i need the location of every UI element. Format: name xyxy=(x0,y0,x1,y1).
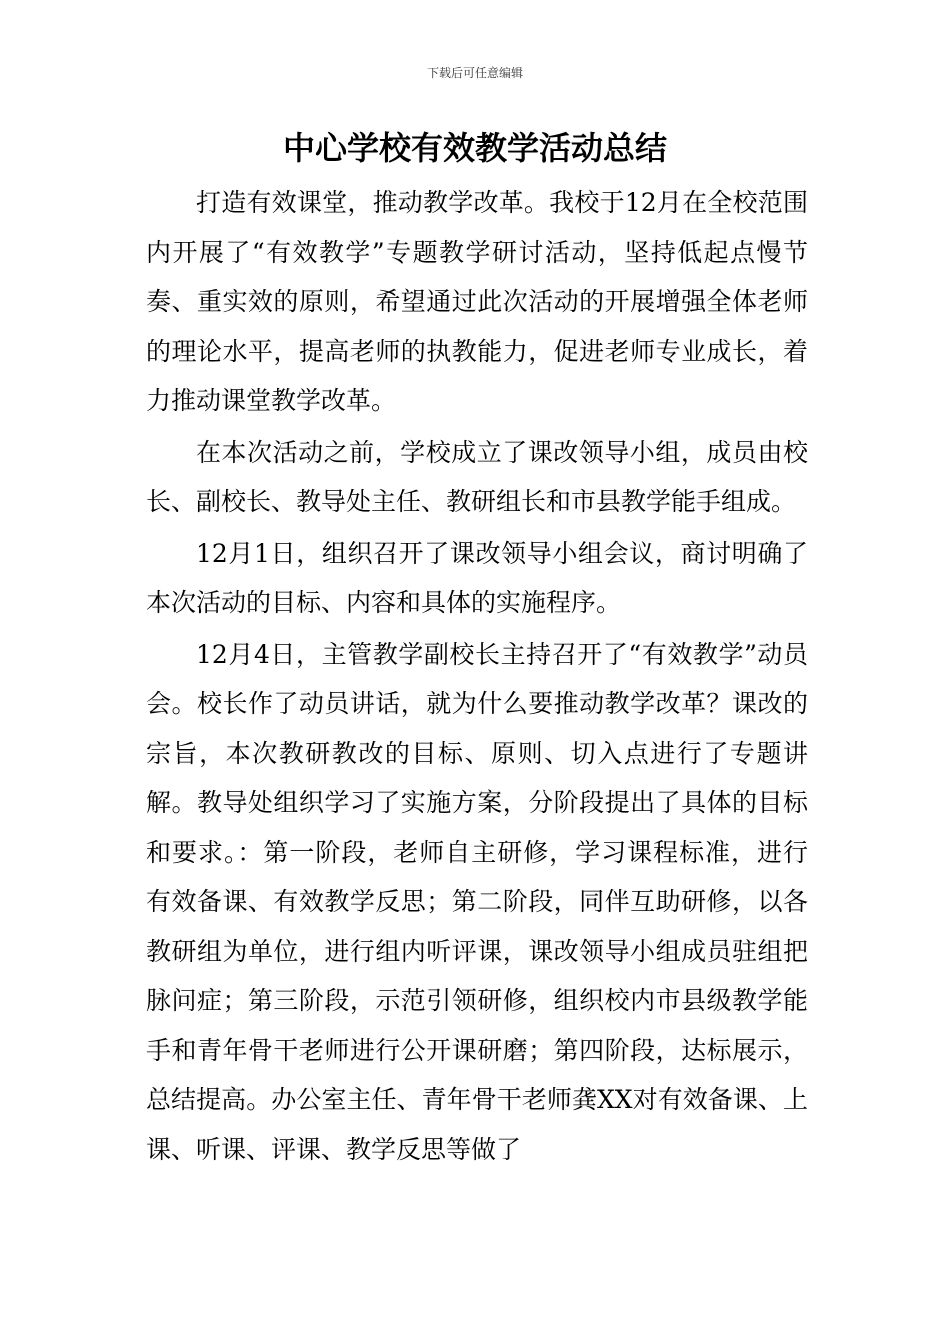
paragraph: 12月1日，组织召开了课改领导小组会议，商讨明确了本次活动的目标、内容和具体的实施程序。 xyxy=(146,538,808,617)
paragraph: 打造有效课堂，推动教学改革。我校于12月在全校范围内开展了“有效教学”专题教学研讨活动，坚持低起点慢节奏、重实效的原则，希望通过此次活动的开展增强全体老师的理论水平，提高老师的执教能力，促进老师专业成长，着力推动课堂教学改革。 xyxy=(146,188,808,415)
header-note: 下载后可任意编辑 xyxy=(426,66,523,80)
document-body xyxy=(146,178,808,1176)
document-title: 中心学校有效教学活动总结 xyxy=(282,129,667,167)
paragraph: 12月4日，主管教学副校长主持召开了“有效教学”动员会。校长作了动员讲话，就为什么要推动教学改革？课改的宗旨，本次教研教改的目标、原则、切入点进行了专题讲解。教导处组织学习了实施方案，分阶段提出了具体的目标和要求。：第一阶段，老师自主研修，学习课程标准，进行有效备课、有效教学反思；第二阶段，同伴互助研修，以各教研组为单位，进行组内听评课，课改领导小组成员驻组把脉问症；第三阶段，示范引领研修，组织校内市县级教学能手和青年骨干老师进行公开课研磨；第四阶段，达标展示，总结提高。办公室主任、青年骨干老师龚XX对有效备课、上课、听课、评课、教学反思等做了 xyxy=(146,639,808,1164)
paragraph: 在本次活动之前，学校成立了课改领导小组，成员由校长、副校长、教导处主任、教研组长和市县教学能手组成。 xyxy=(146,437,808,516)
